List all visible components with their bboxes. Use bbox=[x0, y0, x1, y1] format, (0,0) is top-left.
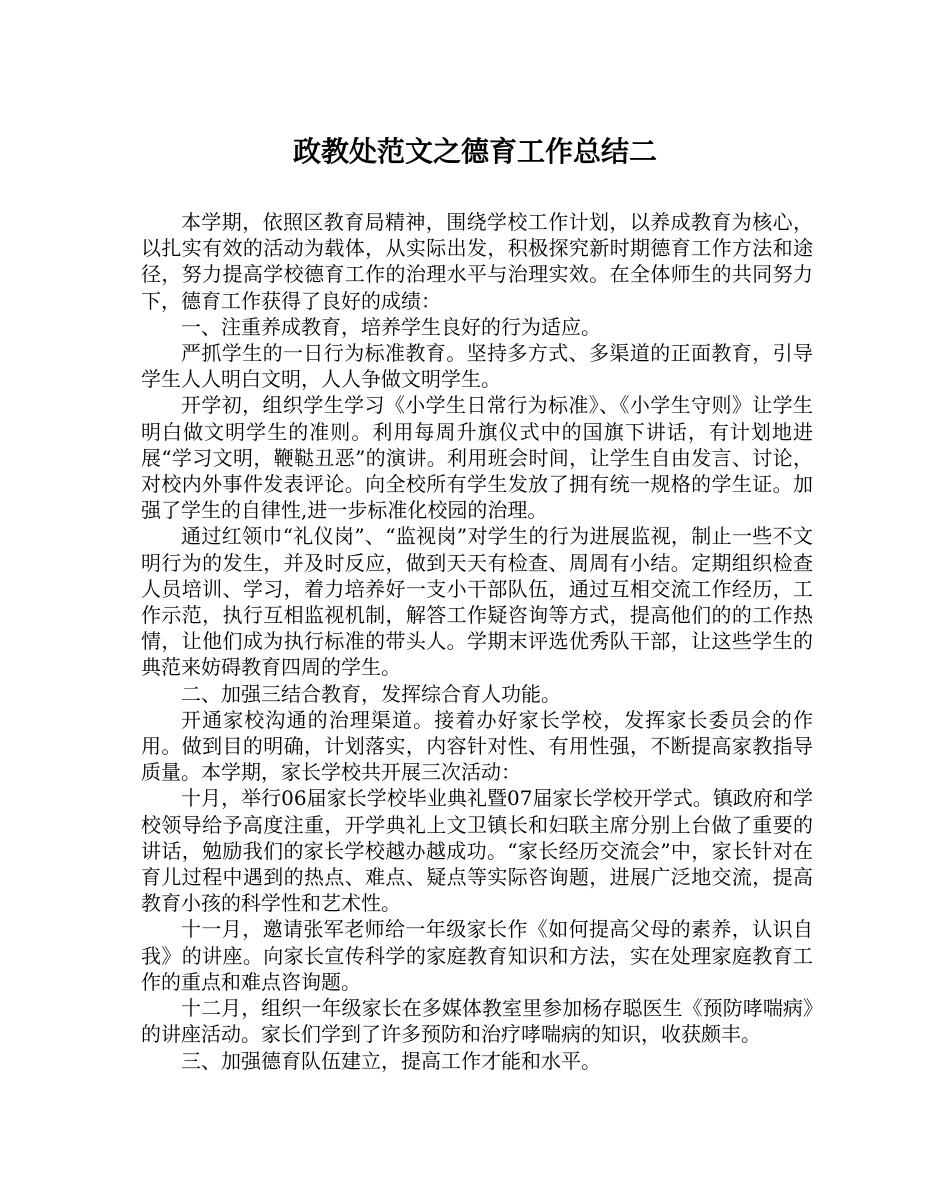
section-heading: 一、注重养成教育，培养学生良好的行为适应。 bbox=[181, 314, 601, 339]
paragraph: 十月，举行06届家长学校毕业典礼暨07届家长学校开学式。镇政府和学校领导给予高度注重，开学典礼上文卫镇长和妇联主席分别上台做了重要的讲话，勉励我们的家长学校越办越成功。“家长经历交流会”中，家长针对在育儿过程中遇到的热点、难点、疑点等实际咨询题，进展广泛地交流，提高教育小孩的科学性和艺术性。 bbox=[141, 786, 813, 916]
paragraph: 开学初，组织学生学习《小学生日常行为标准》、《小学生守则》让学生明白做文明学生的准则。利用每周升旗仪式中的国旗下讲话，有计划地进展“学习文明，鞭鞑丑恶”的演讲。利用班会时间，让学生自由发言、讨论，对校内外事件发表评论。向全校所有学生发放了拥有统一规格的学生证。加强了学生的自律性,进一步标准化校园的治理。 bbox=[141, 393, 813, 523]
paragraph: 本学期，依照区教育局精神，围绕学校工作计划，以养成教育为核心，以扎实有效的活动为载体，从实际出发，积极探究新时期德育工作方法和途径，努力提高学校德育工作的治理水平与治理实效。在全体师生的共同努力下，德育工作获得了良好的成绩： bbox=[141, 210, 813, 313]
paragraph: 十一月，邀请张军老师给一年级家长作《如何提高父母的素养，认识自我》的讲座。向家长宣传科学的家庭教育知识和方法，实在处理家庭教育工作的重点和难点咨询题。 bbox=[141, 917, 813, 994]
section-heading: 三、加强德育队伍建立，提高工作才能和水平。 bbox=[181, 1048, 601, 1073]
paragraph: 通过红领巾“礼仪岗”、“监视岗”对学生的行为进展监视，制止一些不文明行为的发生，并及时反应，做到天天有检查、周周有小结。定期组织检查人员培训、学习，着力培养好一支小干部队伍，通过互相交流工作经历，工作示范，执行互相监视机制，解答工作疑咨询等方式，提高他们的的工作热情，让他们成为执行标准的带头人。学期末评选优秀队干部，让这些学生的典范来妨碍教育四周的学生。 bbox=[141, 524, 813, 680]
document-body bbox=[141, 209, 813, 1074]
document-title: 政教处范文之德育工作总结二 bbox=[292, 135, 657, 168]
paragraph: 严抓学生的一日行为标准教育。坚持多方式、多渠道的正面教育，引导学生人人明白文明，人人争做文明学生。 bbox=[141, 341, 813, 392]
section-heading: 二、加强三结合教育，发挥综合育人功能。 bbox=[181, 681, 561, 706]
paragraph: 开通家校沟通的治理渠道。接着办好家长学校，发挥家长委员会的作用。做到目的明确，计划落实，内容针对性、有用性强，不断提高家教指导质量。本学期，家长学校共开展三次活动： bbox=[141, 707, 813, 785]
paragraph: 十二月，组织一年级家长在多媒体教室里参加杨存聪医生《预防哮喘病》的讲座活动。家长们学到了许多预防和治疗哮喘病的知识，收获颇丰。 bbox=[141, 996, 813, 1047]
